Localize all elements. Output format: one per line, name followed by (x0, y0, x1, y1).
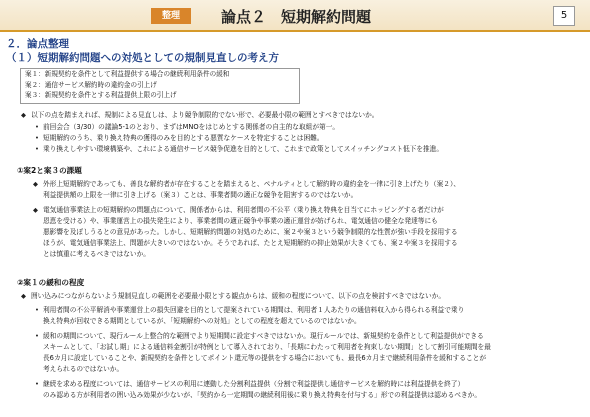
lead-text: ◆ 囲い込みにつながらないよう規制見直しの範囲を必要最小限とする観点からは、緩和の程度について、以下の点を検討すべきではないか。 (31, 292, 445, 302)
slide-header (0, 0, 590, 32)
proposal-3: 案３：新規契約を条件とする利益提供上限の引上げ (25, 91, 177, 100)
proposal-2: 案２：通信サービス解約時の違約金の引上げ (25, 80, 157, 89)
proposal-1: 案１：新規契約を条件として利益提供する場合の継続利用条件の緩和 (25, 70, 230, 78)
bullet-line: のみ認める方が利用者の囲い込み効果が少ないが、「契約から一定期間の継続利用後に乗り換え特典を付与する」形での利益提供は認めるべきか。 (43, 391, 482, 399)
paragraph-line: 利益提供額の上限を一律に引き上げる（案３）ことは、事業者間の適正な競争を阻害するのではないか。 (43, 191, 358, 199)
bullet-line: • 継続を求める程度については、通信サービスの利用に連動した分割利益提供（分割で利益提供し通信サービスを解約時には利益提供を終了） (43, 380, 464, 390)
slide-title: 論点２ 短期解約問題 (221, 8, 372, 26)
intro-text: ◆ 以下の点を踏まえれば、規制による見直しは、より競争制限的でない形で、必要最小限の範囲とすべきではないか。 (31, 111, 378, 121)
proposal-box (20, 68, 300, 104)
page-number: 5 (553, 6, 575, 26)
section-heading: ２．論点整理 (6, 38, 69, 50)
intro-bullet: • 短期解約のうち、乗り換え特典の獲得のみを目的とする悪質なケースを特定することは困難。 (43, 134, 324, 144)
paragraph-line: ◆ 外形上短期解約であっても、善良な解約者が存在することを踏まえると、ペナルティとして解約時の違約金を一律に引き上げたり（案２）、 (43, 180, 460, 190)
bullet-line: • 緩和の期間について、現行ルール上整合的な範囲でより短期間に設定すべきではないか。現行ルールでは、新規契約を条件として利益提供ができる (43, 332, 484, 342)
intro-bullet: • 乗り換えしやすい環境構築や、これによる通信サービス競争促進を目的として、これまで政策としてスイッチングコスト低下を推進。 (43, 145, 443, 155)
bullet-line: • 利用者間の不公平解消や事業運営上の損失回避を目的として提案されている期間は、利用者１人あたりの通信料収入から得られる利益で乗り (43, 306, 464, 316)
sub-heading-2: ②案１の緩和の程度 (17, 278, 85, 287)
bullet-line: 長6カ月に設定していることや、新規契約を条件としてポイント還元等の提供をする場合においても、最長6カ月まで継続利用条件を緩和することが (43, 354, 487, 362)
paragraph-line: ほうが、電気通信事業法上、問題が大きいのではないか。そうであれば、たとえ短期解約の抑止効果が大きくても、案２や案３を採用する (43, 239, 458, 247)
bullet-line: スキームとして、「お試し期」による通信料金割引が特例として導入されており、「長期にわたって利用者を拘束しない期間」として割引可能期間を最 (43, 343, 491, 351)
category-tag: 整理 (151, 8, 191, 24)
paragraph-line: とは慎重に考えるべきではないか。 (43, 250, 150, 258)
intro-bullet: • 前回会合（3/30）の議論5-1のとおり、まずはMNOをはじめとする関係者の自主的な取組が第一。 (43, 123, 339, 133)
paragraph-line: 恩恵を受ける）や、事業運営上の損失発生により、事業者間の適正競争や事業の適正運営が妨げられ、電気通信の健全な発達等にも (43, 217, 438, 225)
bullet-line: 換え特典が回収できる期間としているが、「短期解約への対処」としての程度を超えているのではないか。 (43, 317, 361, 325)
sub-heading-1: ①案2と案３の課題 (17, 166, 82, 175)
paragraph-line: 悪影響を及ぼしうるとの意見があった。しかし、短期解約問題の対処のために、案２や案３という競争制限的な性質が強い手段を採用する (43, 228, 458, 236)
bullet-line: 考えられるのではないか。 (43, 365, 124, 373)
paragraph-line: ◆ 電気通信事業法上の短期解約の問題点について、関係者からは、利用者間の不公平（乗り換え特典を目当てにホッピングする者だけが (43, 206, 444, 216)
subsection-heading: （１）短期解約問題への対処としての規制見直しの考え方 (6, 52, 279, 64)
